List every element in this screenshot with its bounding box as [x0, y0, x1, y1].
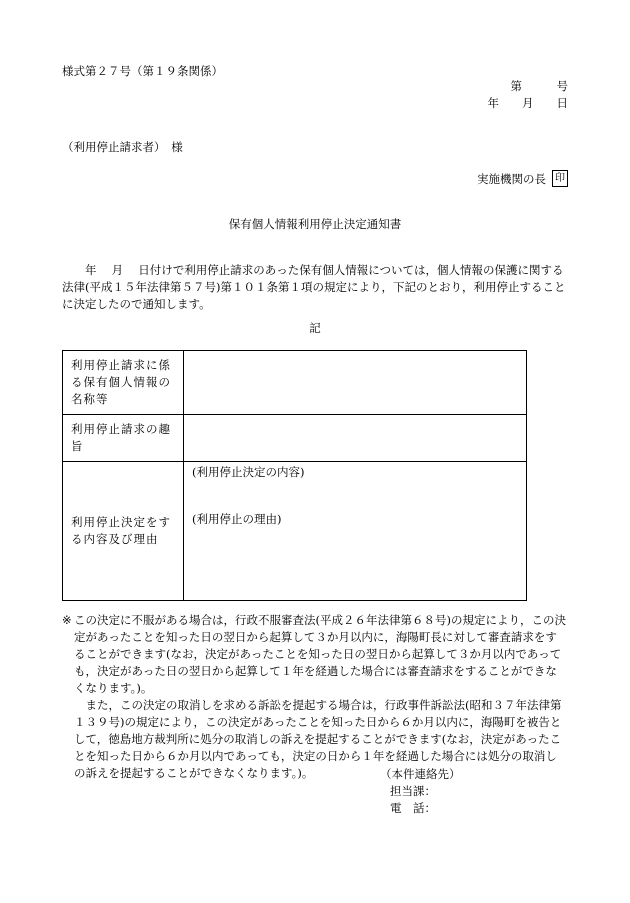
ki-heading: 記: [309, 321, 321, 335]
addressee: （利用停止請求者） 様: [62, 140, 183, 154]
table-row: [63, 462, 527, 601]
sender-name: 実施機関の長: [477, 171, 546, 186]
row2-label: 利用停止請求の趣旨: [63, 415, 184, 462]
decision-reason-heading: (利用停止の理由): [192, 512, 282, 526]
sender-block: [477, 170, 568, 187]
note-paragraph-1: この決定に不服がある場合は，行政不服審査法(平成２６年法律第６８号)の規定により，この決定があったことを知った日の翌日から起算して３か月以内に，海陽町長に対して審査請求をすることができます(なお，決定があったことを知った日の翌日から起算して３か月以内であっても，決定があった日の翌日から起算して１年を経過した場合には審査請求をすることができなくなります。)。: [74, 613, 566, 695]
table-row: [63, 351, 527, 415]
row1-value: [184, 351, 527, 415]
form-number-label: 様式第２７号（第１９条関係）: [62, 64, 223, 78]
decision-table: [62, 350, 527, 601]
document-number: 第 号: [510, 79, 568, 93]
row1-label: 利用停止請求に係る保有個人情報の名称等: [63, 351, 184, 415]
contact-heading: （本件連絡先）: [380, 767, 461, 781]
intro-paragraph: 年 月 日付けで利用停止請求のあった保有個人情報については，個人情報の保護に関する法律(平成１５年法律第５７号)第１０１条第１項の規定により，下記のとおり，利用停止することに決定したので通知します。: [62, 263, 566, 311]
row3-value: [184, 462, 527, 601]
contact-block: [380, 766, 461, 817]
seal-mark: 印: [552, 170, 568, 187]
table-row: [63, 415, 527, 462]
contact-phone: 電 話：: [390, 801, 436, 815]
row2-value: [184, 415, 527, 462]
note-paragraph-2: また，この決定の取消しを求める訴訟を提起する場合は，行政事件訴訟法(昭和３７年法律第１３９号)の規定により，この決定があったことを知った日から６か月以内に，海陽町を被告として，徳島地方裁判所に処分の取消しの訴えを提起することができます(なお，決定があったことを知った日から６か月以内であっても，決定の日から１年を経過した場合には処分の取消しの訴えを提起することができなくなります。)。: [74, 698, 562, 780]
row3-label: 利用停止決定をする内容及び理由: [63, 462, 184, 601]
appeal-note: [62, 612, 568, 782]
document-date: 年 月 日: [487, 96, 568, 110]
note-mark: ※: [62, 613, 72, 627]
document-title: 保有個人情報利用停止決定通知書: [228, 217, 402, 231]
decision-content-heading: (利用停止決定の内容): [192, 465, 305, 479]
contact-dept: 担当課：: [390, 784, 436, 798]
